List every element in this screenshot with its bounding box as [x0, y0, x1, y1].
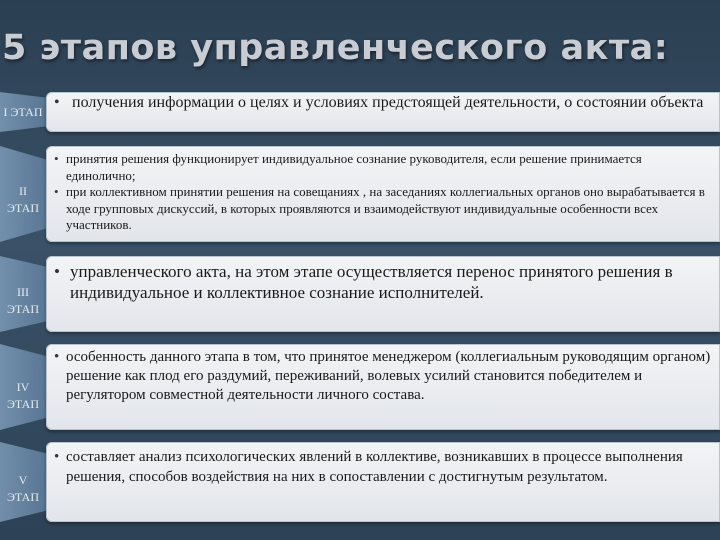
stage-5-label: V ЭТАП [7, 473, 39, 504]
stage-4-box [46, 344, 720, 430]
stage-4-bullet-1: • особенность данного этапа в том, что принятое менеджером (коллегиальным руководящим органом) решение как плод его раздумий, переживаний, волевых усилий становится победителем и регулятором совместной деятельности личного состава. [46, 348, 716, 405]
stage-2-box [46, 146, 720, 242]
stage-2-label: II ЭТАП [7, 184, 39, 215]
stage-1-box [46, 92, 720, 132]
stage-5-box [46, 442, 720, 522]
stage-5-bullet-1: • составляет анализ психологических явлений в коллективе, возникавших в процессе выполнения решения, способов воздействия на них в сопоставлении с достигнутым результатом. [46, 447, 716, 487]
stage-2-bullet-2: • при коллективном принятии решения на совещаниях , на заседаниях коллегиальных органов оно вырабатывается в ходе групповых дискуссий, в которых проявляются и взаимодействуют индивидуальные особенности всех участников. [46, 184, 712, 234]
stage-4-label: IV ЭТАП [7, 380, 39, 411]
stage-1-label: I ЭТАП [3, 105, 43, 119]
stage-3-box [46, 256, 720, 332]
stage-3-bullet-1: • управленческого акта, на этом этапе осуществляется перенос принятого решения в индивидуальное и коллективное сознание исполнителей. [46, 261, 712, 303]
stage-3-label: III ЭТАП [7, 285, 39, 316]
stage-2-bullet-1: • принятия решения функционирует индивидуальное сознание руководителя, если решение принимается единолично; [46, 151, 712, 184]
page-title: 5 этапов управленческого акта: [2, 28, 669, 68]
stage-1-bullet-1: • получения информации о целях и условиях предстоящей деятельности, о состоянии объекта [46, 94, 714, 112]
